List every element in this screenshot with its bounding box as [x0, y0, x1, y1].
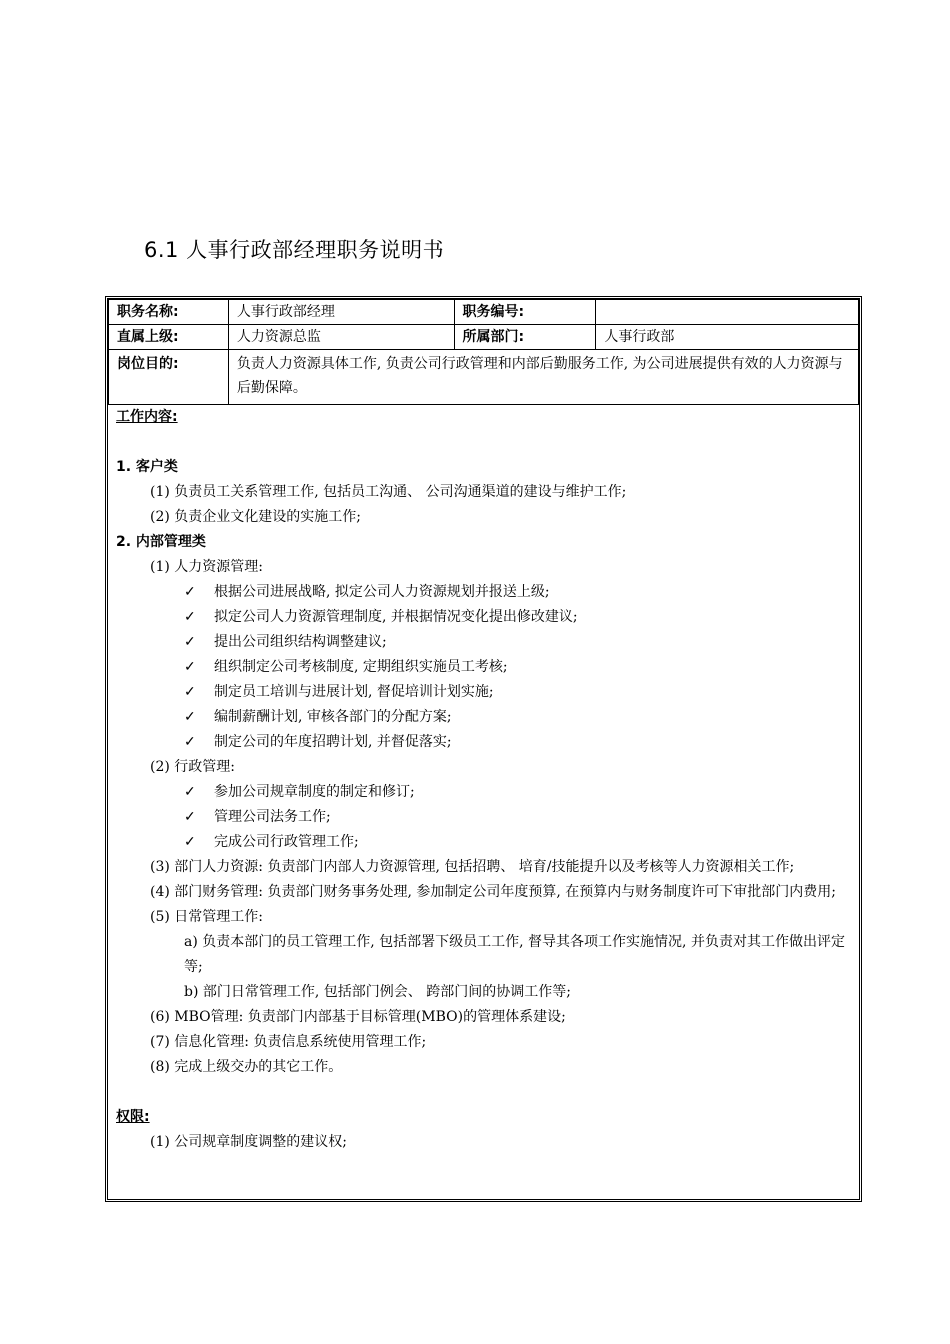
job-number-label: 职务编号:: [454, 300, 596, 325]
list-item: ✓ 编制薪酬计划, 审核各部门的分配方案;: [116, 705, 853, 730]
purpose-value: 负责人力资源具体工作, 负责公司行政管理和内部后勤服务工作, 为公司进展提供有效的人力资源与后勤保障。: [228, 350, 858, 405]
table-row: [109, 300, 859, 325]
list-item: ✓ 制定员工培训与进展计划, 督促培训计划实施;: [116, 680, 853, 705]
table-row: [109, 325, 859, 350]
hr-subsection: (1) 人力资源管理:: [150, 559, 263, 575]
admin-subsection: (2) 行政管理:: [150, 759, 235, 775]
list-item: ✓ 管理公司法务工作;: [116, 805, 853, 830]
list-item: ✓ 完成公司行政管理工作;: [116, 830, 853, 855]
list-item: ✓ 拟定公司人力资源管理制度, 并根据情况变化提出修改建议;: [116, 605, 853, 630]
list-item: ✓ 参加公司规章制度的制定和修订;: [116, 780, 853, 805]
list-item: ✓ 制定公司的年度招聘计划, 并督促落实;: [116, 730, 853, 755]
list-item: (1) 公司规章制度调整的建议权;: [150, 1134, 347, 1150]
table-row: [109, 350, 859, 405]
work-heading: 工作内容:: [116, 409, 178, 425]
info-table: [108, 299, 859, 405]
list-item: (3) 部门人力资源: 负责部门内部人力资源管理, 包括招聘、 培育/技能提升以及考核等人力资源相关工作;: [150, 859, 795, 875]
section-customer: 1. 客户类: [116, 459, 178, 475]
job-title-value: 人事行政部经理: [228, 300, 454, 325]
list-item: (7) 信息化管理: 负责信息系统使用管理工作;: [150, 1034, 427, 1050]
check-icon: ✓: [184, 634, 196, 650]
check-icon: ✓: [184, 659, 196, 675]
check-icon: ✓: [184, 584, 196, 600]
check-icon: ✓: [184, 709, 196, 725]
check-icon: ✓: [184, 734, 196, 750]
check-icon: ✓: [184, 809, 196, 825]
list-item: (1) 负责员工关系管理工作, 包括员工沟通、 公司沟通渠道的建设与维护工作;: [150, 484, 627, 500]
purpose-label: 岗位目的:: [109, 350, 229, 405]
list-item: ✓ 根据公司进展战略, 拟定公司人力资源规划并报送上级;: [116, 580, 853, 605]
list-item: (4) 部门财务管理: 负责部门财务事务处理, 参加制定公司年度预算, 在预算内与财务制度许可下审批部门内费用;: [150, 884, 836, 900]
list-item: ✓ 提出公司组织结构调整建议;: [116, 630, 853, 655]
list-item: (2) 负责企业文化建设的实施工作;: [150, 509, 361, 525]
authority-heading: 权限:: [116, 1109, 150, 1125]
list-item: a) 负责本部门的员工管理工作, 包括部署下级员工工作, 督导其各项工作实施情况, 并负责对其工作做出评定等;: [184, 934, 845, 975]
check-icon: ✓: [184, 834, 196, 850]
department-label: 所属部门:: [454, 325, 596, 350]
work-content: [116, 405, 853, 1155]
job-number-value: [596, 300, 859, 325]
job-description-frame: [105, 296, 862, 1202]
department-value: 人事行政部: [596, 325, 859, 350]
supervisor-label: 直属上级:: [109, 325, 229, 350]
list-item: b) 部门日常管理工作, 包括部门例会、 跨部门间的协调工作等;: [184, 984, 571, 1000]
list-item: (5) 日常管理工作:: [150, 909, 263, 925]
list-item: (8) 完成上级交办的其它工作。: [150, 1059, 343, 1075]
supervisor-value: 人力资源总监: [228, 325, 454, 350]
job-title-label: 职务名称:: [109, 300, 229, 325]
list-item: ✓ 组织制定公司考核制度, 定期组织实施员工考核;: [116, 655, 853, 680]
section-internal: 2. 内部管理类: [116, 534, 206, 550]
check-icon: ✓: [184, 784, 196, 800]
check-icon: ✓: [184, 684, 196, 700]
page-title: 6.1 人事行政部经理职务说明书: [144, 238, 445, 262]
check-icon: ✓: [184, 609, 196, 625]
list-item: (6) MBO管理: 负责部门内部基于目标管理(MBO)的管理体系建设;: [150, 1009, 566, 1025]
